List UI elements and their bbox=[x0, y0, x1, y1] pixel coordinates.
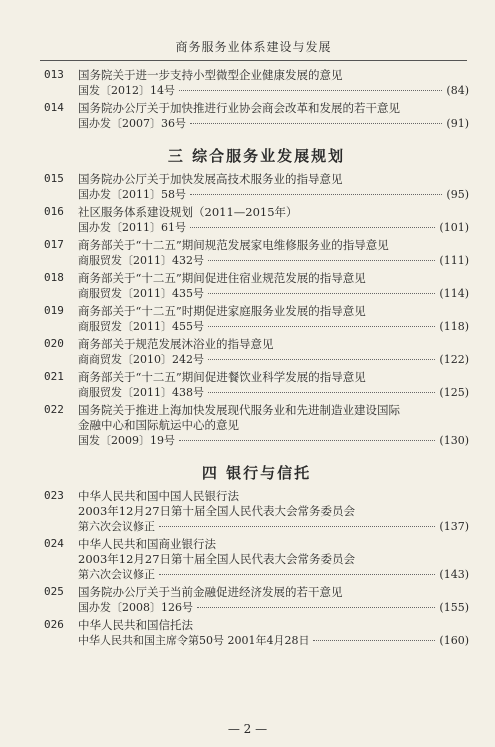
leader-dots bbox=[159, 526, 435, 527]
entry-number: 024 bbox=[44, 537, 64, 550]
toc-entry[interactable] bbox=[44, 172, 469, 202]
toc-entry[interactable] bbox=[44, 205, 469, 235]
toc-entry[interactable] bbox=[44, 304, 469, 334]
entry-number: 022 bbox=[44, 403, 64, 416]
entry-number: 020 bbox=[44, 337, 64, 350]
entry-doc-line bbox=[78, 187, 469, 202]
page-reference: (130) bbox=[439, 434, 469, 447]
leader-dots bbox=[208, 392, 435, 393]
entry-title: 国务院办公厅关于加快推进行业协会商会改革和发展的若干意见 bbox=[78, 101, 400, 115]
leader-dots bbox=[179, 440, 435, 441]
entry-doc-line bbox=[78, 319, 469, 334]
toc-entry[interactable] bbox=[44, 537, 469, 582]
toc-entry[interactable] bbox=[44, 585, 469, 615]
document-number: 国办发〔2008〕126号 bbox=[78, 601, 193, 614]
entry-number: 025 bbox=[44, 585, 64, 598]
entry-doc-line bbox=[78, 253, 469, 268]
page-reference: (91) bbox=[446, 117, 469, 130]
page-reference: (118) bbox=[439, 320, 469, 333]
entry-title: 国务院办公厅关于加快发展高技术服务业的指导意见 bbox=[78, 172, 343, 186]
page-reference: (137) bbox=[439, 520, 469, 533]
entry-doc-line bbox=[78, 286, 469, 301]
entry-number: 014 bbox=[44, 101, 64, 114]
entry-doc-line bbox=[78, 352, 469, 367]
entry-title: 2003年12月27日第十届全国人民代表大会常务委员会 bbox=[78, 552, 356, 566]
section-heading: 三 综合服务业发展规划 bbox=[167, 147, 346, 165]
entry-title: 商务部关于“十二五”期间促进餐饮业科学发展的指导意见 bbox=[78, 370, 366, 384]
entry-title: 中华人民共和国中国人民银行法 bbox=[78, 489, 239, 503]
document-number: 国发〔2012〕14号 bbox=[78, 84, 175, 97]
entry-title: 商务部关于“十二五”期间促进住宿业规范发展的指导意见 bbox=[78, 271, 366, 285]
document-number: 第六次会议修正 bbox=[78, 568, 155, 581]
leader-dots bbox=[190, 227, 435, 228]
page-reference: (122) bbox=[439, 353, 469, 366]
entry-doc-line bbox=[78, 385, 469, 400]
toc-entry[interactable] bbox=[44, 271, 469, 301]
leader-dots bbox=[208, 326, 435, 327]
toc-entry[interactable] bbox=[44, 403, 469, 448]
document-number: 中华人民共和国主席令第50号 2001年4月28日 bbox=[78, 634, 310, 647]
entry-doc-line bbox=[78, 220, 469, 235]
leader-dots bbox=[313, 640, 435, 641]
entry-title: 中华人民共和国信托法 bbox=[78, 618, 193, 632]
entry-number: 013 bbox=[44, 68, 64, 81]
document-number: 商服贸发〔2011〕438号 bbox=[78, 386, 204, 399]
entry-number: 021 bbox=[44, 370, 64, 383]
entry-title: 商务部关于规范发展沐浴业的指导意见 bbox=[78, 337, 274, 351]
entry-title: 2003年12月27日第十届全国人民代表大会常务委员会 bbox=[78, 504, 356, 518]
leader-dots bbox=[190, 194, 442, 195]
section-heading: 四 银行与信托 bbox=[201, 464, 312, 482]
page-reference: (114) bbox=[439, 287, 469, 300]
document-number: 国办发〔2011〕58号 bbox=[78, 188, 186, 201]
entry-doc-line bbox=[78, 567, 469, 582]
running-header: 商务服务业体系建设与发展 bbox=[40, 38, 467, 61]
entry-title: 社区服务体系建设规划（2011—2015年） bbox=[78, 205, 298, 219]
page-reference: (125) bbox=[439, 386, 469, 399]
entry-doc-line bbox=[78, 519, 469, 534]
page-reference: (95) bbox=[446, 188, 469, 201]
document-number: 国发〔2009〕19号 bbox=[78, 434, 175, 447]
leader-dots bbox=[159, 574, 435, 575]
entry-title: 中华人民共和国商业银行法 bbox=[78, 537, 216, 551]
entry-title: 国务院关于推进上海加快发展现代服务业和先进制造业建设国际 bbox=[78, 403, 400, 417]
entry-number: 015 bbox=[44, 172, 64, 185]
document-number: 商服贸发〔2011〕455号 bbox=[78, 320, 204, 333]
leader-dots bbox=[208, 359, 435, 360]
page-reference: (101) bbox=[439, 221, 469, 234]
toc-entry[interactable] bbox=[44, 370, 469, 400]
toc-entry[interactable] bbox=[44, 238, 469, 268]
entry-title: 金融中心和国际航运中心的意见 bbox=[78, 418, 239, 432]
entry-doc-line bbox=[78, 116, 469, 131]
entry-number: 016 bbox=[44, 205, 64, 218]
entry-number: 026 bbox=[44, 618, 64, 631]
entry-number: 019 bbox=[44, 304, 64, 317]
document-number: 第六次会议修正 bbox=[78, 520, 155, 533]
entry-number: 017 bbox=[44, 238, 64, 251]
page-reference: (111) bbox=[439, 254, 469, 267]
entry-number: 018 bbox=[44, 271, 64, 284]
leader-dots bbox=[179, 90, 442, 91]
leader-dots bbox=[197, 607, 435, 608]
entry-doc-line bbox=[78, 600, 469, 615]
leader-dots bbox=[208, 293, 435, 294]
entry-doc-line bbox=[78, 633, 469, 648]
page-reference: (84) bbox=[446, 84, 469, 97]
page-reference: (155) bbox=[439, 601, 469, 614]
toc-entry[interactable] bbox=[44, 337, 469, 367]
entry-title: 商务部关于“十二五”时期促进家庭服务业发展的指导意见 bbox=[78, 304, 366, 318]
toc-list bbox=[44, 68, 469, 651]
page-reference: (160) bbox=[439, 634, 469, 647]
document-number: 商服贸发〔2011〕432号 bbox=[78, 254, 204, 267]
page-number: — 2 — bbox=[227, 722, 268, 736]
entry-title: 商务部关于“十二五”期间规范发展家电维修服务业的指导意见 bbox=[78, 238, 389, 252]
toc-entry[interactable] bbox=[44, 489, 469, 534]
leader-dots bbox=[190, 123, 442, 124]
entry-doc-line bbox=[78, 433, 469, 448]
entry-number: 023 bbox=[44, 489, 64, 502]
entry-title: 国务院办公厅关于当前金融促进经济发展的若干意见 bbox=[78, 585, 343, 599]
document-number: 国办发〔2011〕61号 bbox=[78, 221, 186, 234]
toc-entry[interactable] bbox=[44, 618, 469, 648]
entry-doc-line bbox=[78, 83, 469, 98]
toc-entry[interactable] bbox=[44, 101, 469, 131]
document-number: 商服贸发〔2011〕435号 bbox=[78, 287, 204, 300]
toc-entry[interactable] bbox=[44, 68, 469, 98]
leader-dots bbox=[208, 260, 435, 261]
document-number: 商商贸发〔2010〕242号 bbox=[78, 353, 204, 366]
page-reference: (143) bbox=[439, 568, 469, 581]
entry-title: 国务院关于进一步支持小型微型企业健康发展的意见 bbox=[78, 68, 343, 82]
document-number: 国办发〔2007〕36号 bbox=[78, 117, 186, 130]
